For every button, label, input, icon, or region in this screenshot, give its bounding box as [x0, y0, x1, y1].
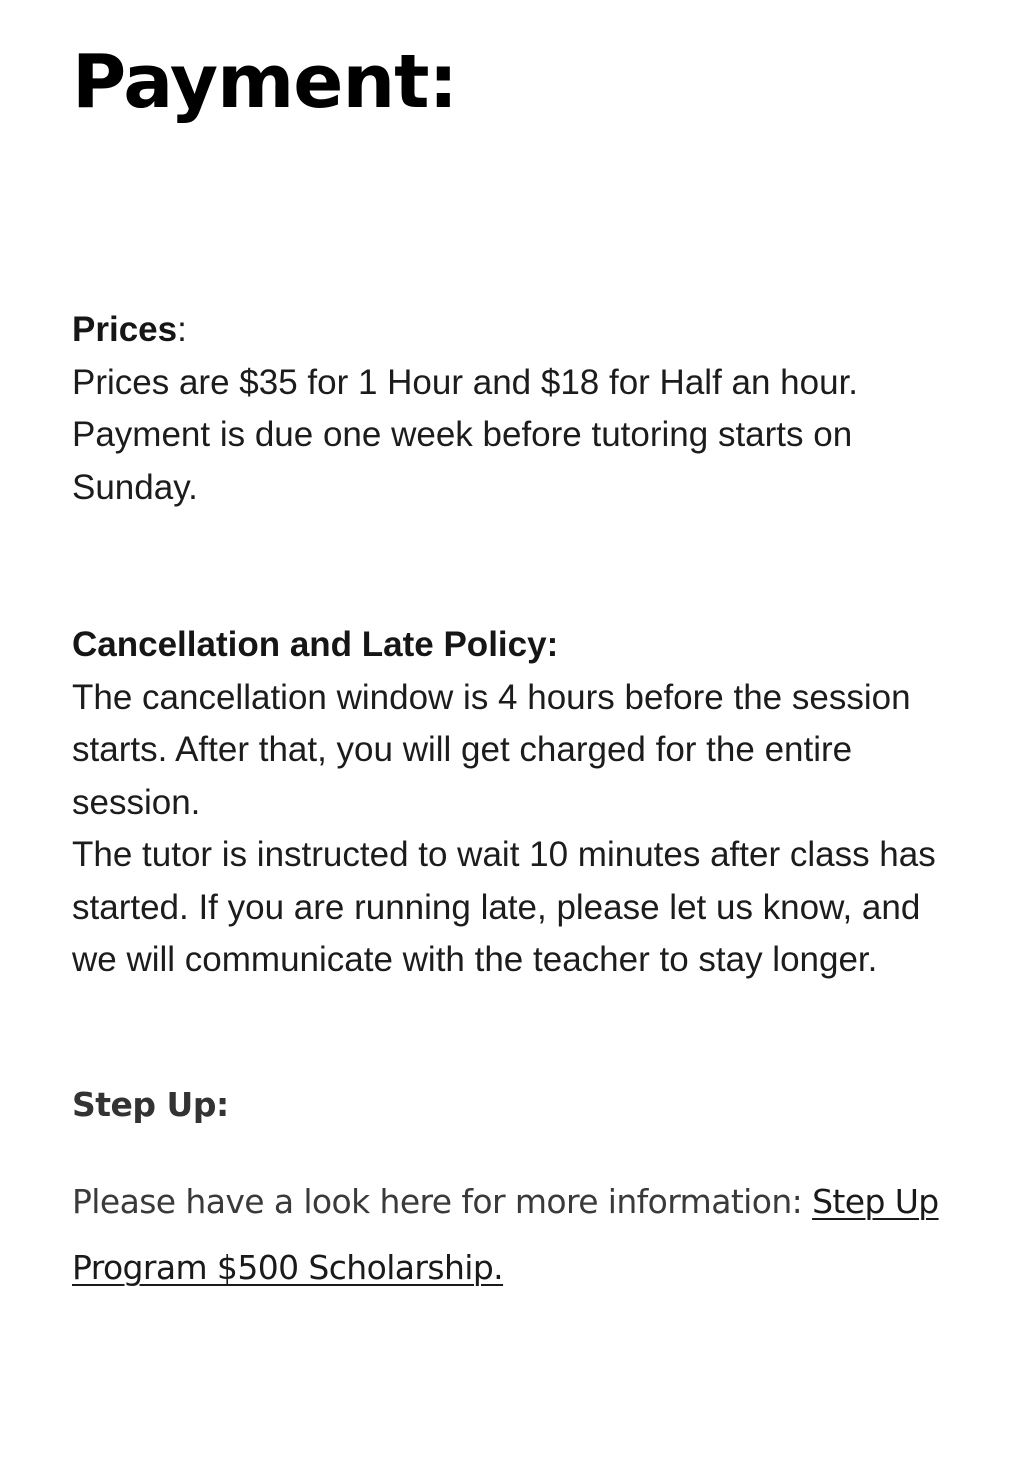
step-up-description: Please have a look here for more information:: [72, 1182, 813, 1221]
prices-heading-line: [72, 304, 962, 357]
payment-due-text: Payment is due one week before tutoring starts on Sunday.: [72, 415, 853, 507]
page-title: Payment:: [72, 39, 458, 125]
step-up-text: [72, 1169, 952, 1301]
prices-rate-text: Prices are $35 for 1 Hour and $18 for Half an hour.: [72, 362, 859, 402]
late-policy-text: The tutor is instructed to wait 10 minutes after class has started. If you are running late, please let us know, and we will communicate with the teacher to stay longer.: [72, 835, 936, 979]
prices-heading: Prices: [72, 310, 178, 349]
scholarship-link[interactable]: Step Up Program $500 Scholarship.: [72, 1182, 939, 1287]
cancellation-policy-heading: Cancellation and Late Policy:: [72, 625, 559, 664]
prices-heading-colon: :: [177, 310, 187, 349]
cancellation-policy-section: [72, 619, 962, 987]
cancellation-window-text: The cancellation window is 4 hours before the session starts. After that, you will get charged for the entire session.: [72, 677, 911, 822]
prices-section: [72, 304, 962, 514]
cancellation-policy-heading-line: [72, 619, 962, 672]
step-up-heading: Step Up:: [72, 1085, 229, 1124]
